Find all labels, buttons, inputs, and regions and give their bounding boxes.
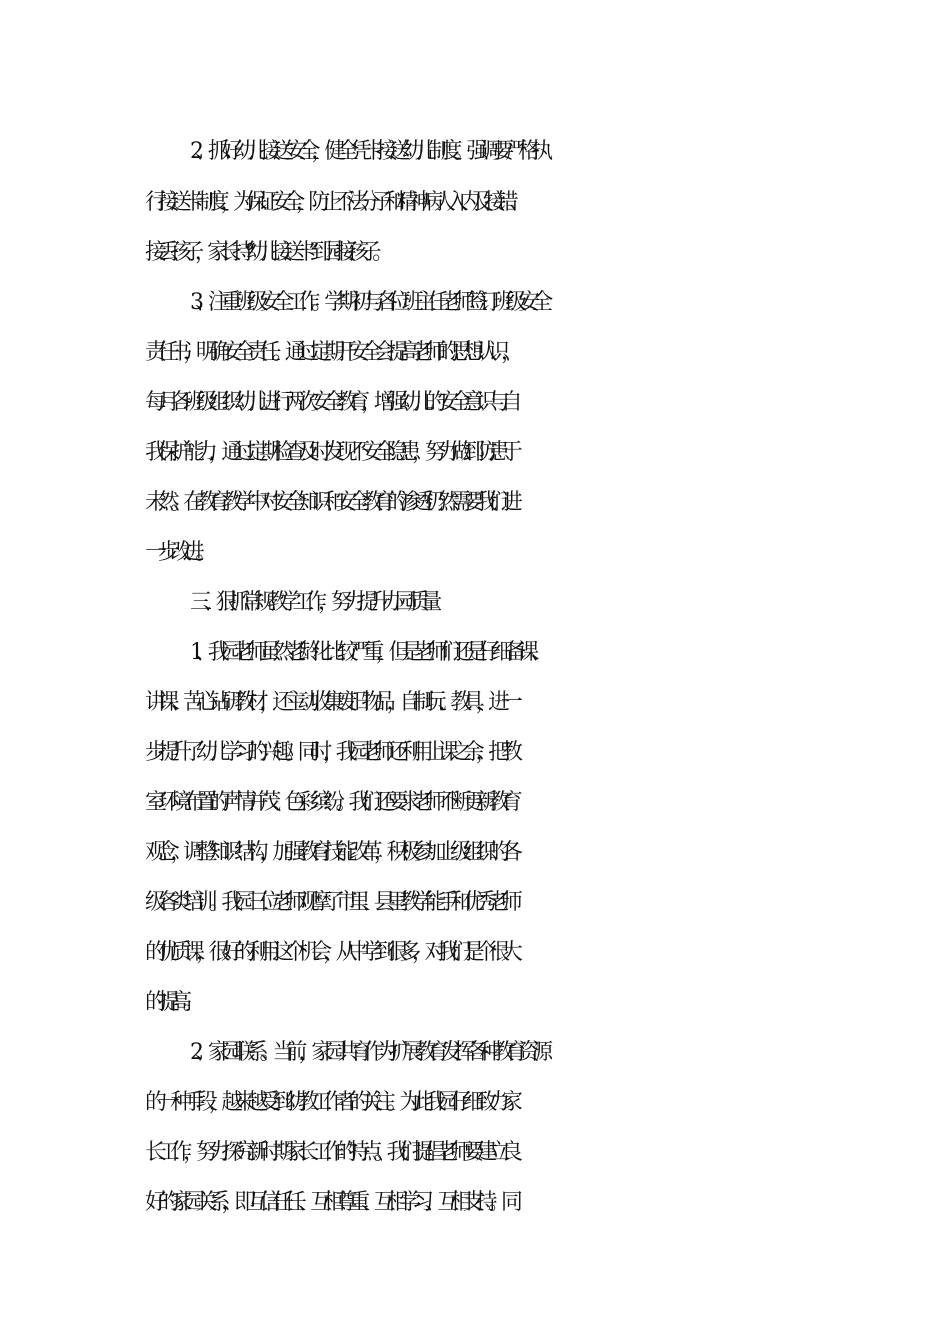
text-line: 接丢孩子，家长持“幼儿接送卡”到园接孩子。 [145, 240, 385, 265]
text-line: 3、注重班级安全工作。学期初与各位班主任老师签订班级安全 [190, 290, 545, 315]
text-line: 观念，调整知识结构，加强教育技能改革，积极参加上级组织的各 [145, 840, 514, 865]
text-line: 的优质课，很好的利用这个机会，从中学到很多，对我们是个很大 [145, 940, 514, 965]
text-line: 1、我园老师虽然老龄化比较严重，但是老师们还是仔细备课、 [190, 640, 544, 665]
text-line: 长工作，努力探究新时期家长工作的特点。我们提倡老师要建立良 [145, 1140, 514, 1165]
text-line: 讲课、苦心钻研教材，还主动收集废旧物品，自制玩、教具，进一 [145, 690, 514, 715]
text-line: 2、家园联系。当前，家园共育作为扩展教育发挥各种教育资源 [190, 1040, 545, 1065]
text-line: 的提高。 [145, 990, 196, 1015]
section-heading: 三、狠抓常规教学工作，努力提升办园质量 [190, 590, 434, 615]
text-line: 的一种手段，越来越受到幼教工作者的关注。为此我园仔细致力家 [145, 1090, 514, 1115]
text-line: 室环境布置的声情并茂、色彩缤纷。我们还要求老师不断更新教育 [145, 790, 514, 815]
text-line: 行接送卡制度，为保证安全，防止不法分子和精神病人入内及接错、 [145, 190, 522, 215]
text-line: 步提升了幼儿学习的兴趣。同时，我园老师还利用上课之余，把教 [145, 740, 514, 765]
text-line: 2、抓好幼儿接送安全，健全凭卡接送幼儿制度。强调要严格执 [190, 139, 545, 164]
text-line: 每月各班级组织幼儿进行两次安全教育，增强幼儿的安全意识与自 [145, 390, 514, 415]
text-line: 未然。在教育教学中对安全知识和安全教育的渗透仍然需要我们进 [145, 490, 514, 515]
text-line: 我保护能力，通过定期检查及时发现不安全隐患，努力做到防患于 [145, 440, 514, 465]
text-line: 级各类培训。我园三位老师观摩了市里、县里教学能手和优秀老师 [145, 890, 514, 915]
text-line: 一步改进。 [145, 540, 209, 565]
text-line: 好的家园关系，即互信任任、互相尊重、互相学习、互相支持。同 [145, 1190, 514, 1215]
text-line: 责任书，明确安全责任。通过定期开安全会提高老师的思想认识， [145, 340, 514, 365]
